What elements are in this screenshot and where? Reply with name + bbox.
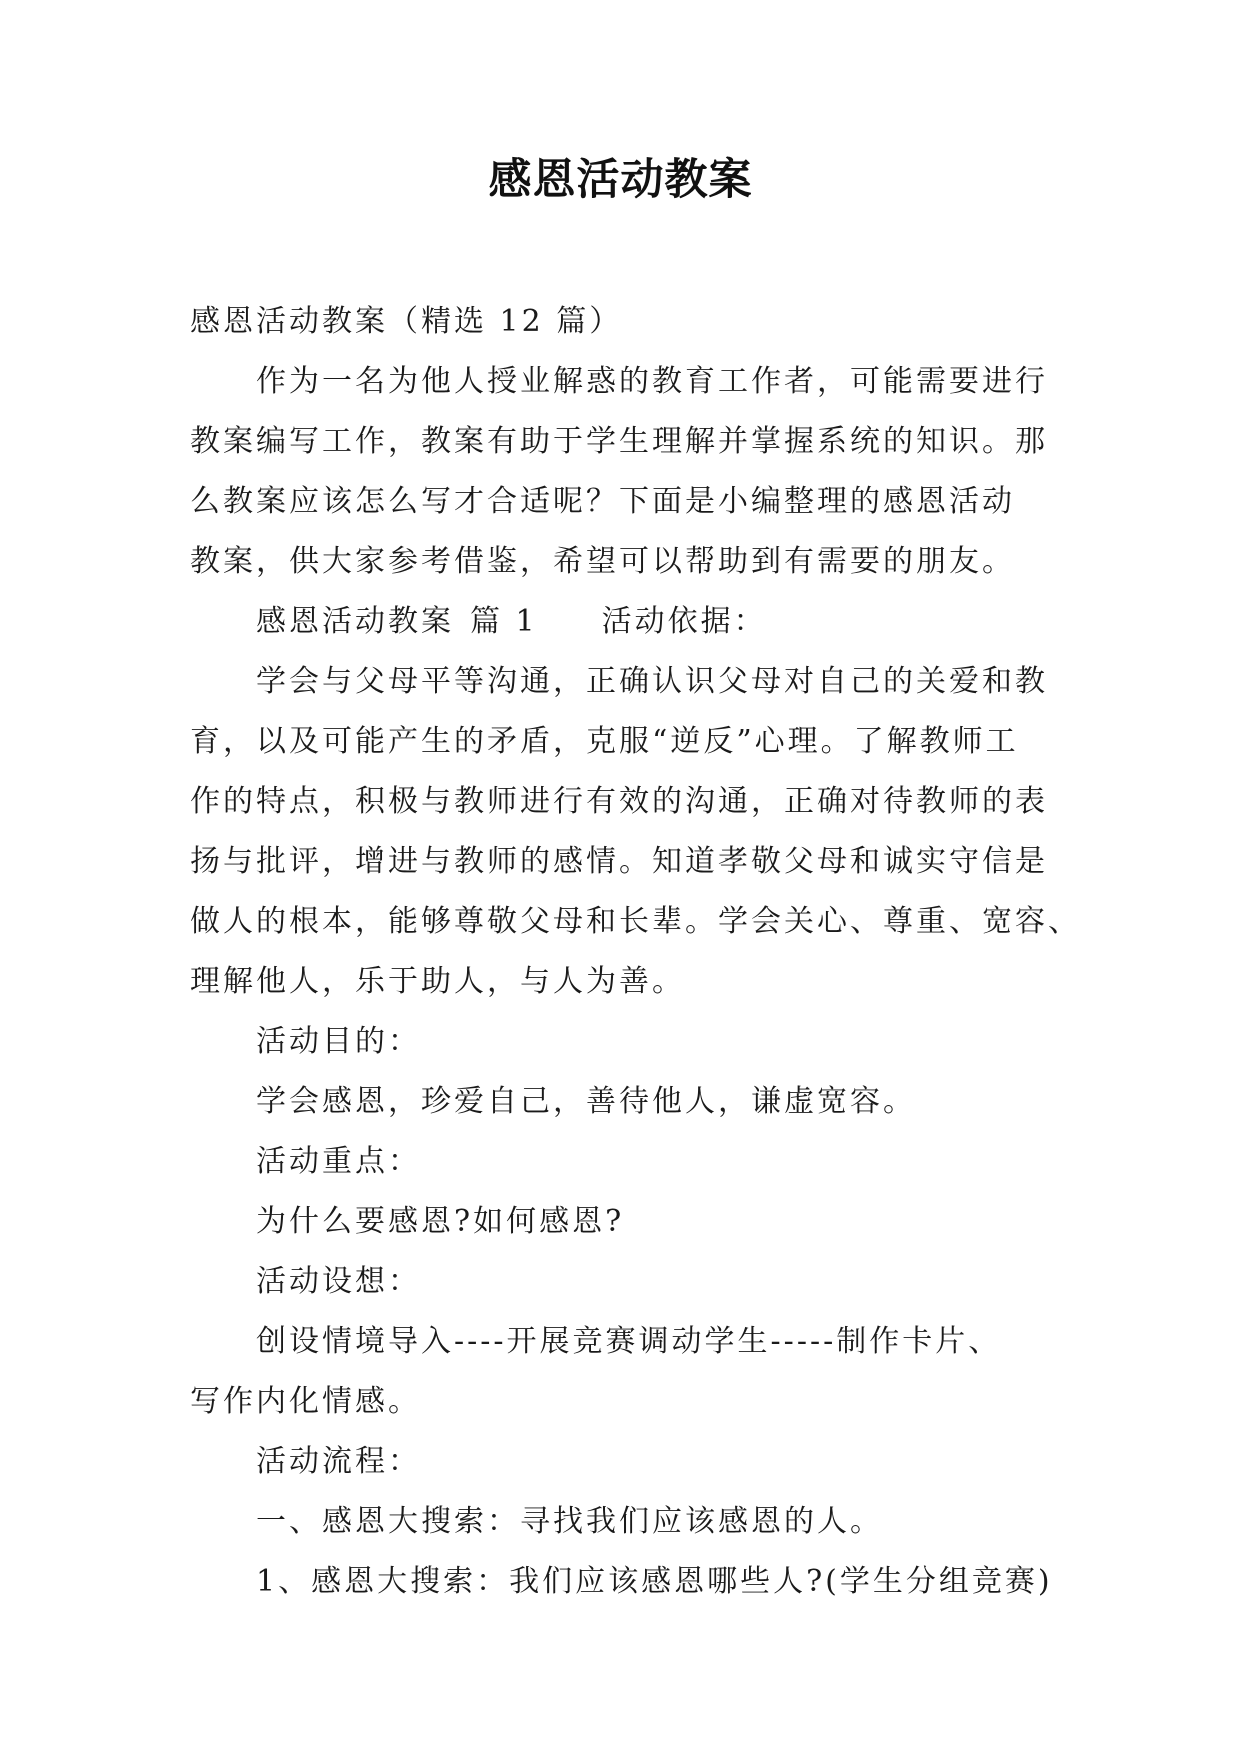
document-subtitle: 感恩活动教案（精选 12 篇） <box>190 304 623 339</box>
section-heading <box>190 592 1050 652</box>
process-step-item: 1、感恩大搜索：我们应该感恩哪些人?(学生分组竞赛) <box>256 1564 1053 1599</box>
section-heading-name: 感恩活动教案 <box>256 604 454 639</box>
intro-line: 作为一名为他人授业解惑的教育工作者，可能需要进行 <box>256 364 1048 399</box>
focus-label: 活动重点： <box>256 1144 421 1179</box>
idea-line: 创设情境导入----开展竞赛调动学生-----制作卡片、 <box>256 1324 1002 1359</box>
intro-line: 教案，供大家参考借鉴，希望可以帮助到有需要的朋友。 <box>190 544 1015 579</box>
goal-label: 活动目的： <box>256 1024 421 1059</box>
process-label: 活动流程： <box>256 1444 421 1479</box>
focus-text: 为什么要感恩?如何感恩? <box>256 1204 625 1239</box>
intro-line: 教案编写工作，教案有助于学生理解并掌握系统的知识。那 <box>190 424 1048 459</box>
document-body <box>190 292 1081 1612</box>
document-title: 感恩活动教案 <box>488 155 753 205</box>
idea-label: 活动设想： <box>256 1264 421 1299</box>
goal-text: 学会感恩，珍爱自己，善待他人，谦虚宽容。 <box>256 1084 916 1119</box>
process-step: 一、感恩大搜索：寻找我们应该感恩的人。 <box>256 1504 883 1539</box>
basis-line: 做人的根本，能够尊敬父母和长辈。学会关心、尊重、宽容、 <box>190 904 1081 939</box>
basis-line: 育，以及可能产生的矛盾，克服“逆反”心理。了解教师工 <box>190 724 1019 759</box>
basis-line: 扬与批评，增进与教师的感情。知道孝敬父母和诚实守信是 <box>190 844 1048 879</box>
basis-line: 作的特点，积极与教师进行有效的沟通，正确对待教师的表 <box>190 784 1048 819</box>
section-heading-label: 活动依据： <box>601 604 767 639</box>
section-heading-part: 篇 1 <box>470 604 538 639</box>
intro-line: 么教案应该怎么写才合适呢？下面是小编整理的感恩活动 <box>190 484 1015 519</box>
idea-line: 写作内化情感。 <box>190 1384 421 1419</box>
basis-line: 理解他人，乐于助人，与人为善。 <box>190 964 685 999</box>
basis-line: 学会与父母平等沟通，正确认识父母对自己的关爱和教 <box>256 664 1048 699</box>
